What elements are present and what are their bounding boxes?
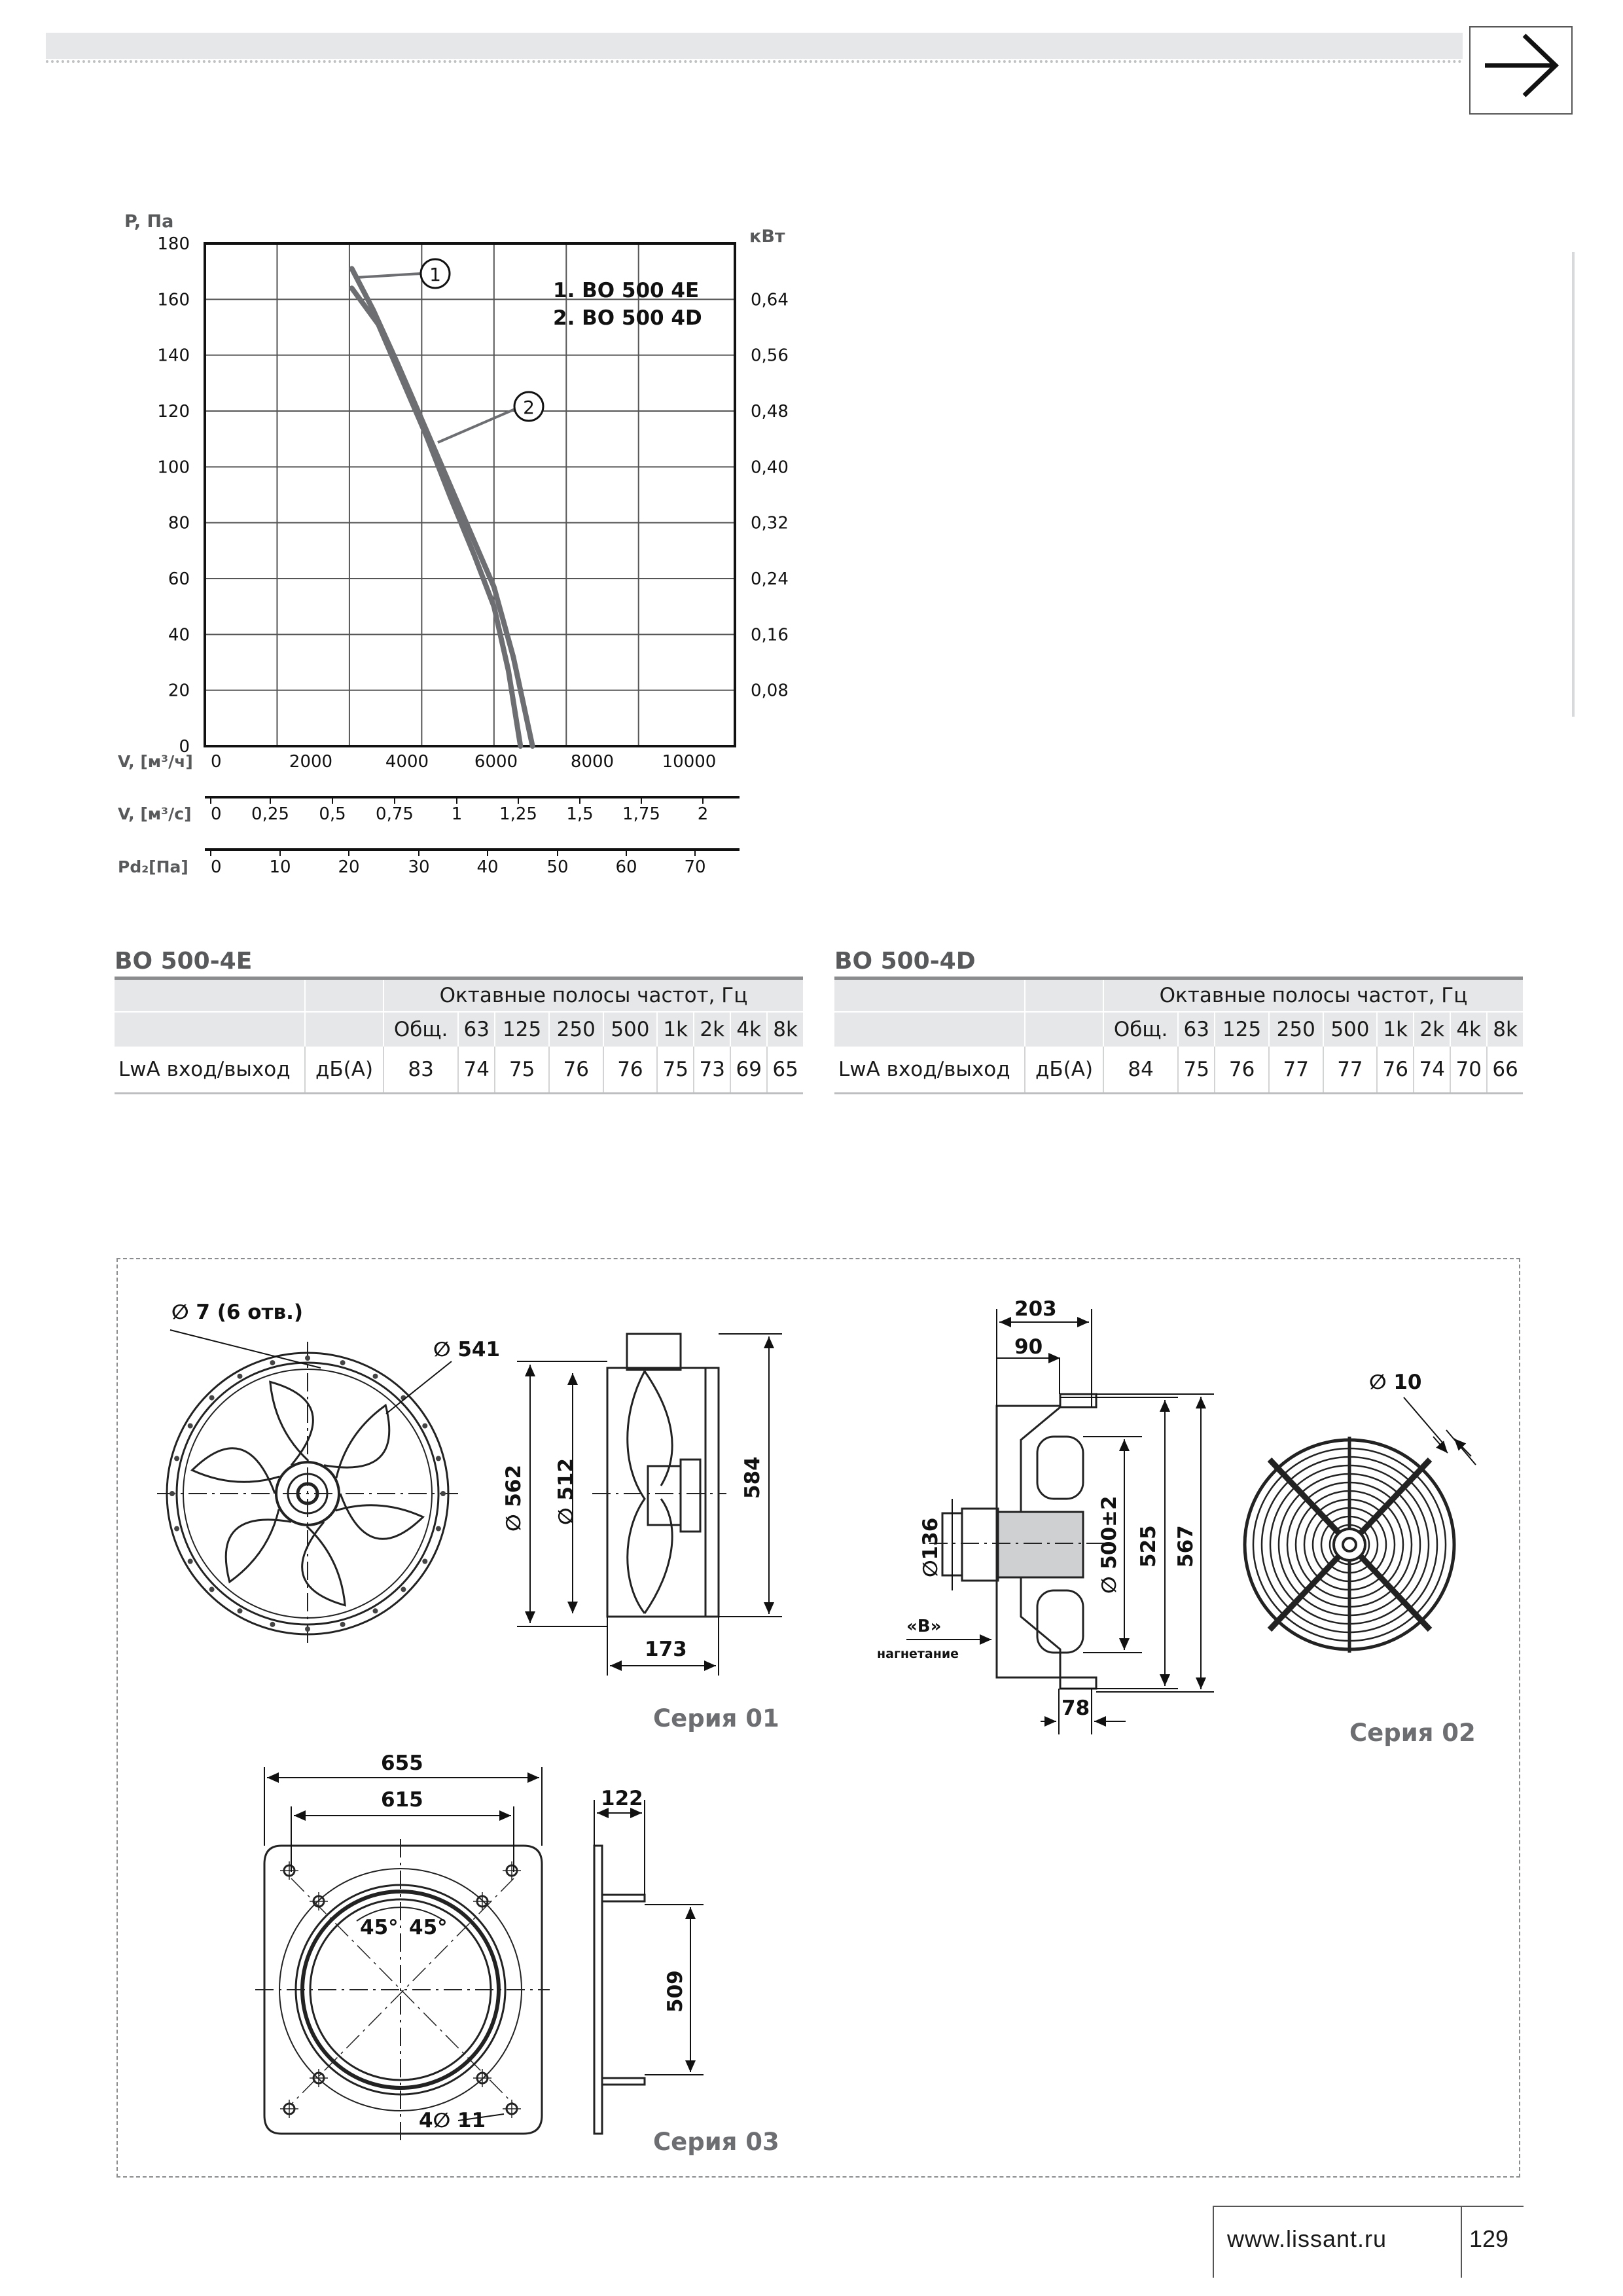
s02-h567-label: 567 (1174, 1525, 1198, 1568)
rim-dot (340, 1622, 346, 1627)
col-header: 125 (1215, 1012, 1269, 1047)
s03-holes-label: 4∅ 11 (419, 2109, 486, 2132)
rim-dot (436, 1526, 441, 1532)
col-header: 63 (458, 1012, 495, 1047)
rim-dot (440, 1491, 446, 1496)
cell: 76 (603, 1047, 658, 1094)
col-header: 63 (1178, 1012, 1215, 1047)
y2-tick-label: 0,40 (751, 457, 789, 478)
x-tick-label: 1 (451, 804, 463, 824)
s02-d10-label: ∅ 10 (1369, 1371, 1422, 1394)
x-axis-label: Pd₂[Па] (118, 857, 188, 876)
band-header: Октавные полосы частот, Гц (1103, 978, 1523, 1013)
rim-dot (238, 1374, 243, 1379)
col-header: 250 (549, 1012, 603, 1047)
col-header: 8k (1487, 1012, 1523, 1047)
y2-tick-label: 0,64 (751, 290, 789, 310)
rim-dot (422, 1424, 427, 1429)
series03-plate-front (255, 1839, 550, 2140)
series01-side-view (592, 1334, 726, 1617)
rim-dot (188, 1424, 193, 1429)
cell: 69 (730, 1047, 767, 1094)
cell: 66 (1487, 1047, 1523, 1094)
unit: дБ(А) (305, 1047, 383, 1094)
series03-plate-side (594, 1846, 645, 2134)
cell: 73 (694, 1047, 730, 1094)
rim-dot (305, 1626, 310, 1632)
y-tick-label: 160 (157, 290, 190, 310)
fan-blade (226, 1509, 291, 1582)
x-tick-label: 2 (697, 804, 709, 824)
x-tick-label: 2000 (289, 752, 333, 772)
legend-line-1: 1. BO 500 4E (553, 279, 700, 302)
cell: 65 (767, 1047, 803, 1094)
table-title-4d: BO 500-4D (834, 948, 976, 975)
col-header: 500 (603, 1012, 658, 1047)
col-header: 2k (694, 1012, 730, 1047)
col-header: 1k (1377, 1012, 1414, 1047)
col-header: 250 (1269, 1012, 1323, 1047)
x-tick-label: 1,75 (622, 804, 660, 824)
x-tick-label: 10000 (662, 752, 717, 772)
s03-w655-label: 655 (381, 1751, 423, 1775)
y-tick-label: 80 (168, 513, 190, 533)
y-tick-label: 0 (179, 737, 190, 757)
x-tick-label: 4000 (385, 752, 429, 772)
col-header: 4k (730, 1012, 767, 1047)
y-tick-label: 140 (157, 346, 190, 366)
cell: 83 (383, 1047, 458, 1094)
y2-tick-label: 0,24 (751, 569, 789, 589)
x-tick-label: 0 (211, 804, 222, 824)
s01-h584-label: 584 (741, 1456, 764, 1499)
cell: 76 (1215, 1047, 1269, 1094)
s01-d512-label: ∅ 512 (554, 1458, 578, 1525)
y-axis-label: P, Па (124, 211, 174, 232)
s02-w203-label: 203 (1014, 1297, 1057, 1321)
rim-dot (174, 1526, 179, 1532)
rim-dot (209, 1587, 215, 1592)
cell: 77 (1269, 1047, 1323, 1094)
cell: 74 (1414, 1047, 1450, 1094)
x-tick-label: 50 (546, 857, 569, 877)
fan-blade (192, 1448, 280, 1494)
rim-dot (238, 1608, 243, 1613)
s02-h525-label: 525 (1137, 1525, 1160, 1568)
cell: 77 (1323, 1047, 1378, 1094)
rim-dot (340, 1360, 346, 1365)
fan-blade (302, 1522, 346, 1605)
s03-w122-label: 122 (601, 1787, 643, 1810)
s02-d136-label: ∅136 (919, 1517, 942, 1577)
callout-2: 2 (523, 397, 535, 418)
x-axis-label: V, [м³/ч] (118, 752, 193, 771)
series01-front-view (157, 1342, 458, 1646)
y-tick-label: 20 (168, 681, 190, 701)
rim-dot (270, 1360, 275, 1365)
s02-w78-label: 78 (1061, 1696, 1090, 1720)
s02-caption: Серия 02 (1349, 1719, 1476, 1747)
rim-dot (373, 1374, 378, 1379)
col-header: Общ. (383, 1012, 458, 1047)
x-tick-label: 6000 (474, 752, 518, 772)
col-header: Общ. (1103, 1012, 1178, 1047)
rim-dot (436, 1456, 441, 1461)
s01-holes-label: ∅ 7 (6 отв.) (171, 1300, 304, 1324)
x-tick-label: 20 (338, 857, 360, 877)
footer-url[interactable]: www.lissant.ru (1227, 2225, 1387, 2252)
y-tick-label: 100 (157, 457, 190, 478)
rim-dot (174, 1456, 179, 1461)
col-header: 125 (495, 1012, 549, 1047)
cell: 75 (1178, 1047, 1215, 1094)
rim-dot (270, 1622, 275, 1627)
cell: 74 (458, 1047, 495, 1094)
x-axis-label: V, [м³/с] (118, 804, 192, 823)
s02-b-label: «В» (906, 1617, 942, 1636)
s02-d500-label: ∅ 500±2 (1097, 1496, 1121, 1594)
x-tick-label: 8000 (570, 752, 615, 772)
callout-1: 1 (429, 264, 441, 285)
rim-dot (401, 1587, 406, 1592)
cell: 76 (549, 1047, 603, 1094)
s03-angle-1: 45° (360, 1916, 399, 1939)
x-tick-label: 0 (211, 752, 222, 772)
fan-blade (270, 1382, 313, 1465)
y-tick-label: 120 (157, 402, 190, 422)
footer-divider (1461, 2206, 1462, 2278)
y2-tick-label: 0,56 (751, 346, 789, 366)
rim-dot (188, 1559, 193, 1564)
y-tick-label: 60 (168, 569, 190, 589)
s03-w615-label: 615 (381, 1788, 423, 1812)
rim-dot (169, 1491, 175, 1496)
x-tick-label: 40 (476, 857, 499, 877)
x-tick-label: 10 (269, 857, 291, 877)
col-header: 4k (1450, 1012, 1487, 1047)
x-tick-label: 0 (211, 857, 222, 877)
row-label: LwA вход/выход (115, 1047, 305, 1094)
x-tick-label: 0,25 (251, 804, 289, 824)
s01-caption: Серия 01 (653, 1704, 779, 1732)
fan-blade (324, 1405, 389, 1478)
cell: 76 (1377, 1047, 1414, 1094)
y2-tick-label: 0,16 (751, 625, 789, 645)
table-title-4e: BO 500-4E (115, 948, 253, 975)
y2-tick-label: 0,08 (751, 681, 789, 701)
rim-dot (209, 1395, 215, 1401)
rim-dot (373, 1608, 378, 1613)
rim-dot (305, 1355, 310, 1361)
col-header: 500 (1323, 1012, 1378, 1047)
x-tick-label: 1,5 (566, 804, 594, 824)
s03-angle-2: 45° (409, 1916, 448, 1939)
x-tick-label: 1,25 (499, 804, 537, 824)
y2-tick-label: 0,32 (751, 513, 789, 533)
s01-w173-label: 173 (645, 1638, 687, 1661)
x-tick-label: 60 (615, 857, 637, 877)
col-header: 8k (767, 1012, 803, 1047)
band-header: Октавные полосы частот, Гц (383, 978, 803, 1013)
fan-blade (336, 1494, 423, 1539)
series02-front-grille (1245, 1437, 1454, 1653)
s03-caption: Серия 03 (653, 2128, 779, 2156)
s02-w90-label: 90 (1014, 1335, 1043, 1359)
page-number: 129 (1469, 2225, 1509, 2252)
s01-d541-label: ∅ 541 (433, 1338, 501, 1361)
cell: 75 (495, 1047, 549, 1094)
x-tick-label: 30 (408, 857, 430, 877)
cell: 84 (1103, 1047, 1178, 1094)
rim-dot (422, 1559, 427, 1564)
col-header: 1k (657, 1012, 694, 1047)
y2-tick-label: 0,48 (751, 402, 789, 422)
x-tick-label: 0,75 (376, 804, 414, 824)
y-tick-label: 180 (157, 234, 190, 254)
x-tick-label: 0,5 (319, 804, 346, 824)
unit: дБ(А) (1025, 1047, 1103, 1094)
s01-d562-label: ∅ 562 (502, 1464, 526, 1532)
cell: 75 (657, 1047, 694, 1094)
row-label: LwA вход/выход (834, 1047, 1025, 1094)
series02-side-view (929, 1394, 1113, 1689)
y-tick-label: 40 (168, 625, 190, 645)
legend-line-2: 2. BO 500 4D (553, 306, 702, 330)
x-tick-label: 70 (684, 857, 706, 877)
col-header: 2k (1414, 1012, 1450, 1047)
s03-h509-label: 509 (664, 1970, 687, 2013)
cell: 70 (1450, 1047, 1487, 1094)
y2-axis-label: кВт (749, 226, 785, 247)
s02-b-sub: нагнетание (877, 1647, 959, 1661)
